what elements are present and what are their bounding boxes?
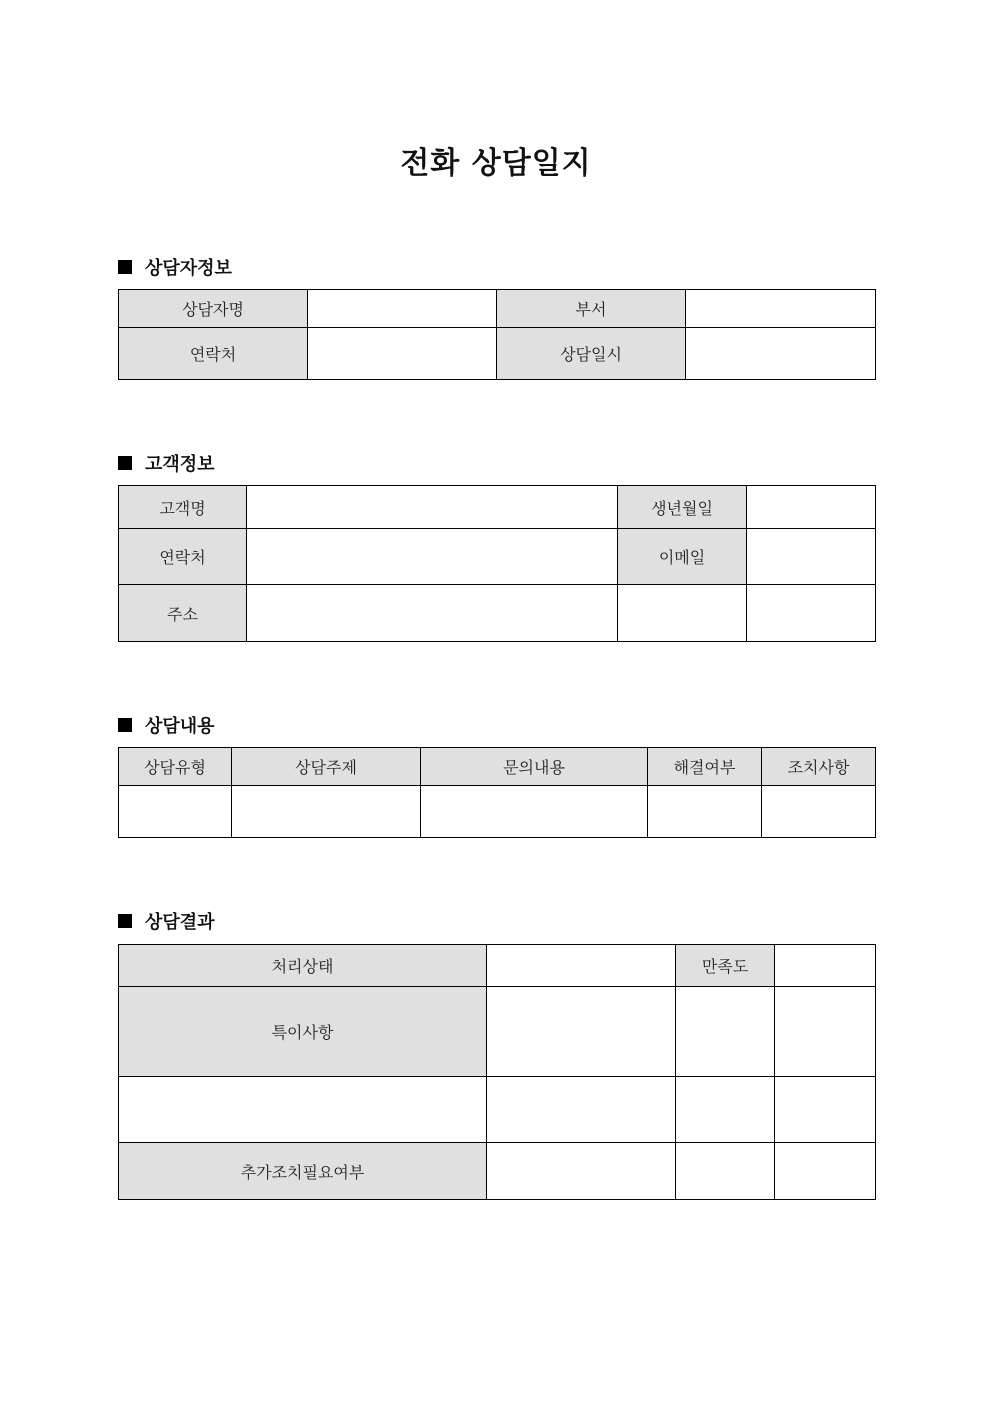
customer-table: [118, 485, 876, 642]
field-blank-row-4[interactable]: [775, 1077, 876, 1143]
field-inquiry[interactable]: [421, 786, 648, 838]
page-title: 전화 상담일지: [400, 146, 592, 181]
field-action[interactable]: [762, 786, 876, 838]
field-blank-row-3[interactable]: [676, 1077, 775, 1143]
counselor-table: [118, 289, 876, 380]
field-counselor-name[interactable]: [308, 290, 497, 328]
label-followup: 추가조치필요여부: [119, 1143, 487, 1200]
section-heading-result: [118, 908, 215, 934]
field-resolved[interactable]: [648, 786, 762, 838]
label-satisfaction: 만족도: [676, 945, 775, 987]
col-resolved: 해결여부: [648, 748, 762, 786]
field-counselor-contact[interactable]: [308, 328, 497, 380]
field-notes[interactable]: [487, 987, 676, 1077]
content-table: [118, 747, 876, 838]
field-notes-3[interactable]: [775, 987, 876, 1077]
section-title: 상담자정보: [145, 258, 232, 279]
label-notes: 특이사항: [119, 987, 487, 1077]
col-inquiry: 문의내용: [421, 748, 648, 786]
label-counselor-contact: 연락처: [119, 328, 308, 380]
field-status[interactable]: [487, 945, 676, 987]
label-email: 이메일: [618, 529, 747, 585]
field-birthdate[interactable]: [747, 486, 876, 529]
field-consult-type[interactable]: [119, 786, 232, 838]
square-bullet-icon: [118, 914, 132, 928]
field-customer-contact[interactable]: [247, 529, 618, 585]
section-heading-counselor: [118, 254, 232, 280]
field-satisfaction[interactable]: [775, 945, 876, 987]
label-birthdate: 생년월일: [618, 486, 747, 529]
field-email[interactable]: [747, 529, 876, 585]
field-consult-topic[interactable]: [232, 786, 421, 838]
field-followup-3[interactable]: [775, 1143, 876, 1200]
label-consult-datetime: 상담일시: [497, 328, 686, 380]
label-address: 주소: [119, 585, 247, 642]
col-consult-type: 상담유형: [119, 748, 232, 786]
field-customer-name[interactable]: [247, 486, 618, 529]
result-table: [118, 944, 876, 1200]
field-department[interactable]: [686, 290, 876, 328]
section-heading-content: [118, 712, 215, 738]
square-bullet-icon: [118, 456, 132, 470]
label-department: 부서: [497, 290, 686, 328]
col-consult-topic: 상담주제: [232, 748, 421, 786]
label-customer-name: 고객명: [119, 486, 247, 529]
field-blank-row[interactable]: [119, 1077, 487, 1143]
field-followup[interactable]: [487, 1143, 676, 1200]
label-customer-contact: 연락처: [119, 529, 247, 585]
field-followup-2[interactable]: [676, 1143, 775, 1200]
field-blank-row-2[interactable]: [487, 1077, 676, 1143]
section-title: 상담내용: [145, 716, 215, 737]
section-heading-customer: [118, 450, 215, 476]
section-title: 상담결과: [145, 912, 215, 933]
square-bullet-icon: [118, 260, 132, 274]
square-bullet-icon: [118, 718, 132, 732]
section-title: 고객정보: [145, 454, 215, 475]
col-action: 조치사항: [762, 748, 876, 786]
label-counselor-name: 상담자명: [119, 290, 308, 328]
field-blank-2[interactable]: [747, 585, 876, 642]
field-blank-1[interactable]: [618, 585, 747, 642]
label-status: 처리상태: [119, 945, 487, 987]
field-consult-datetime[interactable]: [686, 328, 876, 380]
field-address[interactable]: [247, 585, 618, 642]
field-notes-2[interactable]: [676, 987, 775, 1077]
